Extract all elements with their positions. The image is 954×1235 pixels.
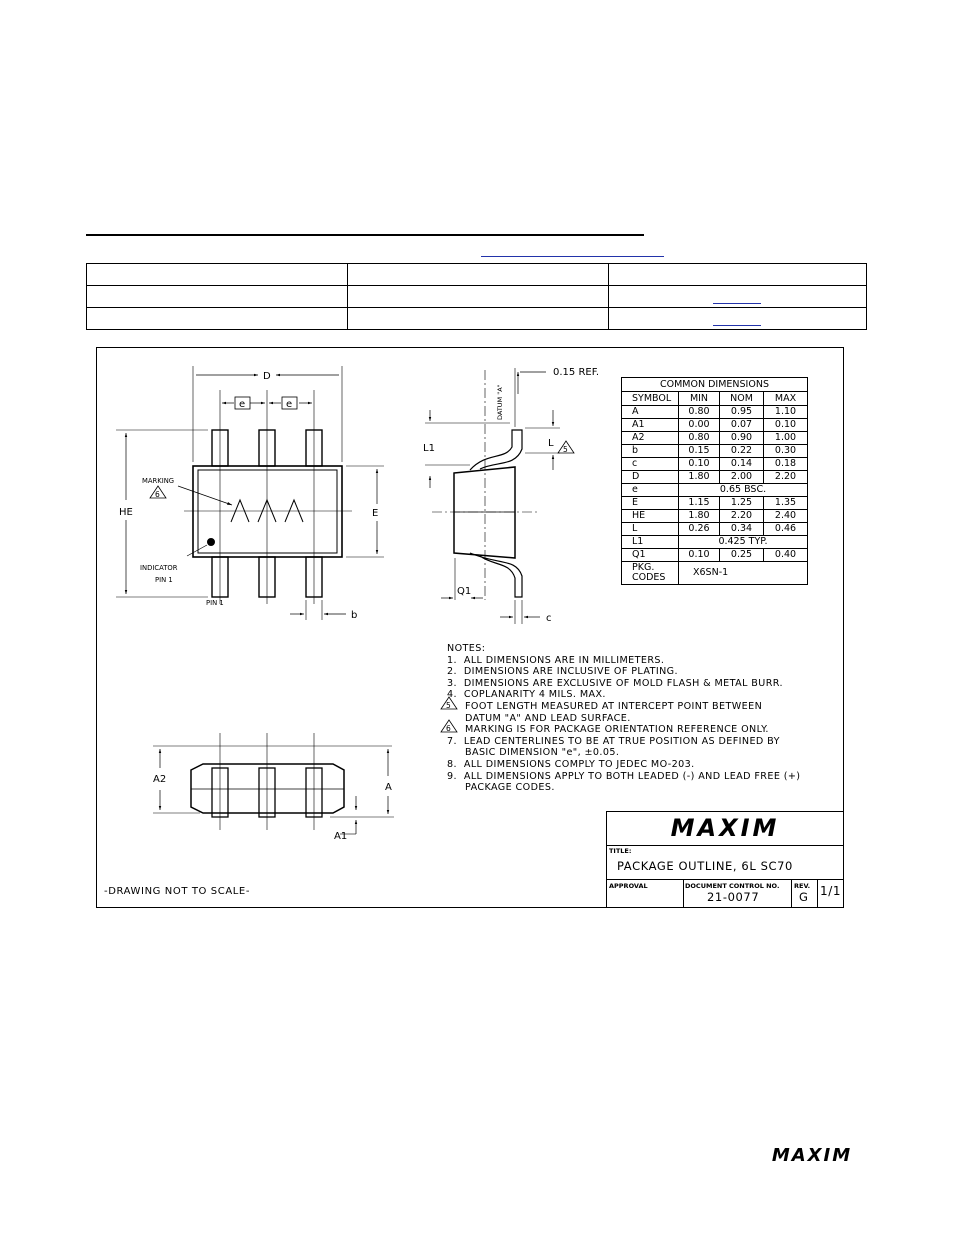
svg-text:MAXIM: MAXIM [771,1145,853,1166]
note-line: 7. LEAD CENTERLINES TO BE AT TRUE POSITION AS DEFINED BY [447,735,780,747]
value-cell: 0.10 [679,458,720,471]
value-cell: 0.46 [764,523,808,536]
value-cell: 0.00 [679,419,720,432]
table-row [622,406,808,419]
symbol-cell: A [622,406,679,419]
dim-label-e-body: E [372,508,379,519]
symbol-cell: D [622,471,679,484]
value-cell: 0.26 [679,523,720,536]
pkg-label-line: PKG. [632,562,655,573]
table-title: COMMON DIMENSIONS [622,378,808,392]
pin1-label: PIN 1 [206,599,224,607]
maxim-logo-footer [772,1145,852,1166]
value-cell: 0.30 [764,445,808,458]
dim-label-e1: e [239,399,246,410]
flag-number: 6 [155,490,160,499]
table-header-cell: MAX [764,392,808,406]
note-line: 3. DIMENSIONS ARE EXCLUSIVE OF MOLD FLASH & METAL BURR. [447,677,783,689]
value-cell: 0.10 [679,549,720,562]
value-cell: 0.22 [720,445,764,458]
symbol-cell: A1 [622,419,679,432]
dim-label-b: b [351,610,358,621]
value-cell: 1.25 [720,497,764,510]
doc-control-label: DOCUMENT CONTROL NO. [685,882,780,890]
table-row [622,549,808,562]
value-cell: 0.90 [720,432,764,445]
table-header-cell: MIN [679,392,720,406]
value-cell: 2.00 [720,471,764,484]
marking-text [234,520,235,521]
table-row [622,523,808,536]
table-header-cell: SYMBOL [622,392,679,406]
rev-label: REV. [794,882,811,890]
value-cell: 0.95 [720,406,764,419]
dim-label-c: c [546,613,552,624]
value-cell: 1.80 [679,510,720,523]
value-cell: 0.25 [720,549,764,562]
notes-section [447,643,800,794]
value-cell: 2.40 [764,510,808,523]
symbol-cell: c [622,458,679,471]
value-cell: 2.20 [764,471,808,484]
table-row [622,432,808,445]
note-line: 2. DIMENSIONS ARE INCLUSIVE OF PLATING. [447,666,678,678]
doc-control-number: 21-0077 [707,890,760,904]
pin1-indicator-label-1: PIN 1 [155,576,173,584]
dim-label-l1: L1 [423,443,435,454]
value-cell: 0.425 TYP. [679,536,808,549]
dim-label-he: HE [119,507,133,518]
ref-label: 0.15 REF. [553,367,600,378]
package-body-side [454,467,515,558]
table-header-cell: NOM [720,392,764,406]
flag-number: 6 [446,724,451,733]
value-cell: 1.35 [764,497,808,510]
dim-label-d: D [263,371,271,382]
common-dimensions-table [621,377,808,585]
note-line: PACKAGE CODES. [465,782,555,794]
note-line: 9. ALL DIMENSIONS APPLY TO BOTH LEADED (-) AND LEAD FREE (+) [447,770,801,782]
table-row [622,562,808,585]
drawing-title: PACKAGE OUTLINE, 6L SC70 [617,859,793,873]
sheet-number: 1/1 [820,884,842,898]
note-line: DATUM "A" AND LEAD SURFACE. [465,712,631,724]
title-block-title-row [607,846,843,880]
value-cell: 0.65 BSC. [679,484,808,497]
value-cell: 0.40 [764,549,808,562]
value-cell: 1.80 [679,471,720,484]
notes-heading: NOTES: [447,643,486,654]
pkg-codes-label [622,562,679,585]
not-to-scale-note: -DRAWING NOT TO SCALE- [104,886,251,897]
table-row [622,419,808,432]
datum-label: DATUM "A" [496,384,504,420]
marking-label: MARKING [142,477,175,485]
title-block [606,811,843,907]
table-header-row [622,392,808,406]
dim-label-a: A [385,782,392,793]
value-cell: 0.07 [720,419,764,432]
symbol-cell: b [622,445,679,458]
symbol-cell: L1 [622,536,679,549]
value-cell: 0.80 [679,432,720,445]
table-row [622,484,808,497]
symbol-cell: E [622,497,679,510]
value-cell: 0.34 [720,523,764,536]
title-block-logo-row [607,812,843,846]
table-row [622,497,808,510]
note-line: 1. ALL DIMENSIONS ARE IN MILLIMETERS. [447,654,665,666]
pkg-code-cell: X6SN-1 [679,562,808,585]
table-row [622,510,808,523]
pkg-label-line: CODES [632,572,666,583]
dim-label-a2: A2 [153,774,167,785]
value-cell: 0.14 [720,458,764,471]
rev-value: G [799,890,809,904]
dim-label-e2: e [286,399,293,410]
value-cell: 0.15 [679,445,720,458]
note-line: BASIC DIMENSION "e", ±0.05. [465,747,620,759]
pin1-indicator-label-2: INDICATOR [140,564,178,572]
dim-label-l: L [548,438,554,449]
pin1-dot [208,539,215,546]
value-cell: 1.15 [679,497,720,510]
value-cell: 1.00 [764,432,808,445]
svg-text:MAXIM: MAXIM [670,814,780,842]
symbol-cell: e [622,484,679,497]
approval-label: APPROVAL [609,882,648,890]
package-body-top [193,466,342,557]
value-cell: 0.10 [764,419,808,432]
flag-number: 5 [446,701,451,710]
title-label: TITLE: [609,847,632,855]
symbol-cell: L [622,523,679,536]
value-cell: 0.18 [764,458,808,471]
note-line: 4. COPLANARITY 4 MILS. MAX. [447,689,606,701]
dim-label-a1: A1 [334,831,348,842]
symbol-cell: A2 [622,432,679,445]
symbol-cell: Q1 [622,549,679,562]
dim-label-q1: Q1 [457,586,472,597]
value-cell: 2.20 [720,510,764,523]
table-row [622,471,808,484]
table-row [622,536,808,549]
flag-number: 5 [563,445,568,454]
table-row [622,458,808,471]
table-row [622,445,808,458]
symbol-cell: HE [622,510,679,523]
note-line: FOOT LENGTH MEASURED AT INTERCEPT POINT BETWEEN [465,700,763,712]
note-line: 8. ALL DIMENSIONS COMPLY TO JEDEC MO-203. [447,758,695,770]
value-cell: 0.80 [679,406,720,419]
note-line: MARKING IS FOR PACKAGE ORIENTATION REFERENCE ONLY. [465,724,769,736]
value-cell: 1.10 [764,406,808,419]
package-body-front [191,764,344,813]
